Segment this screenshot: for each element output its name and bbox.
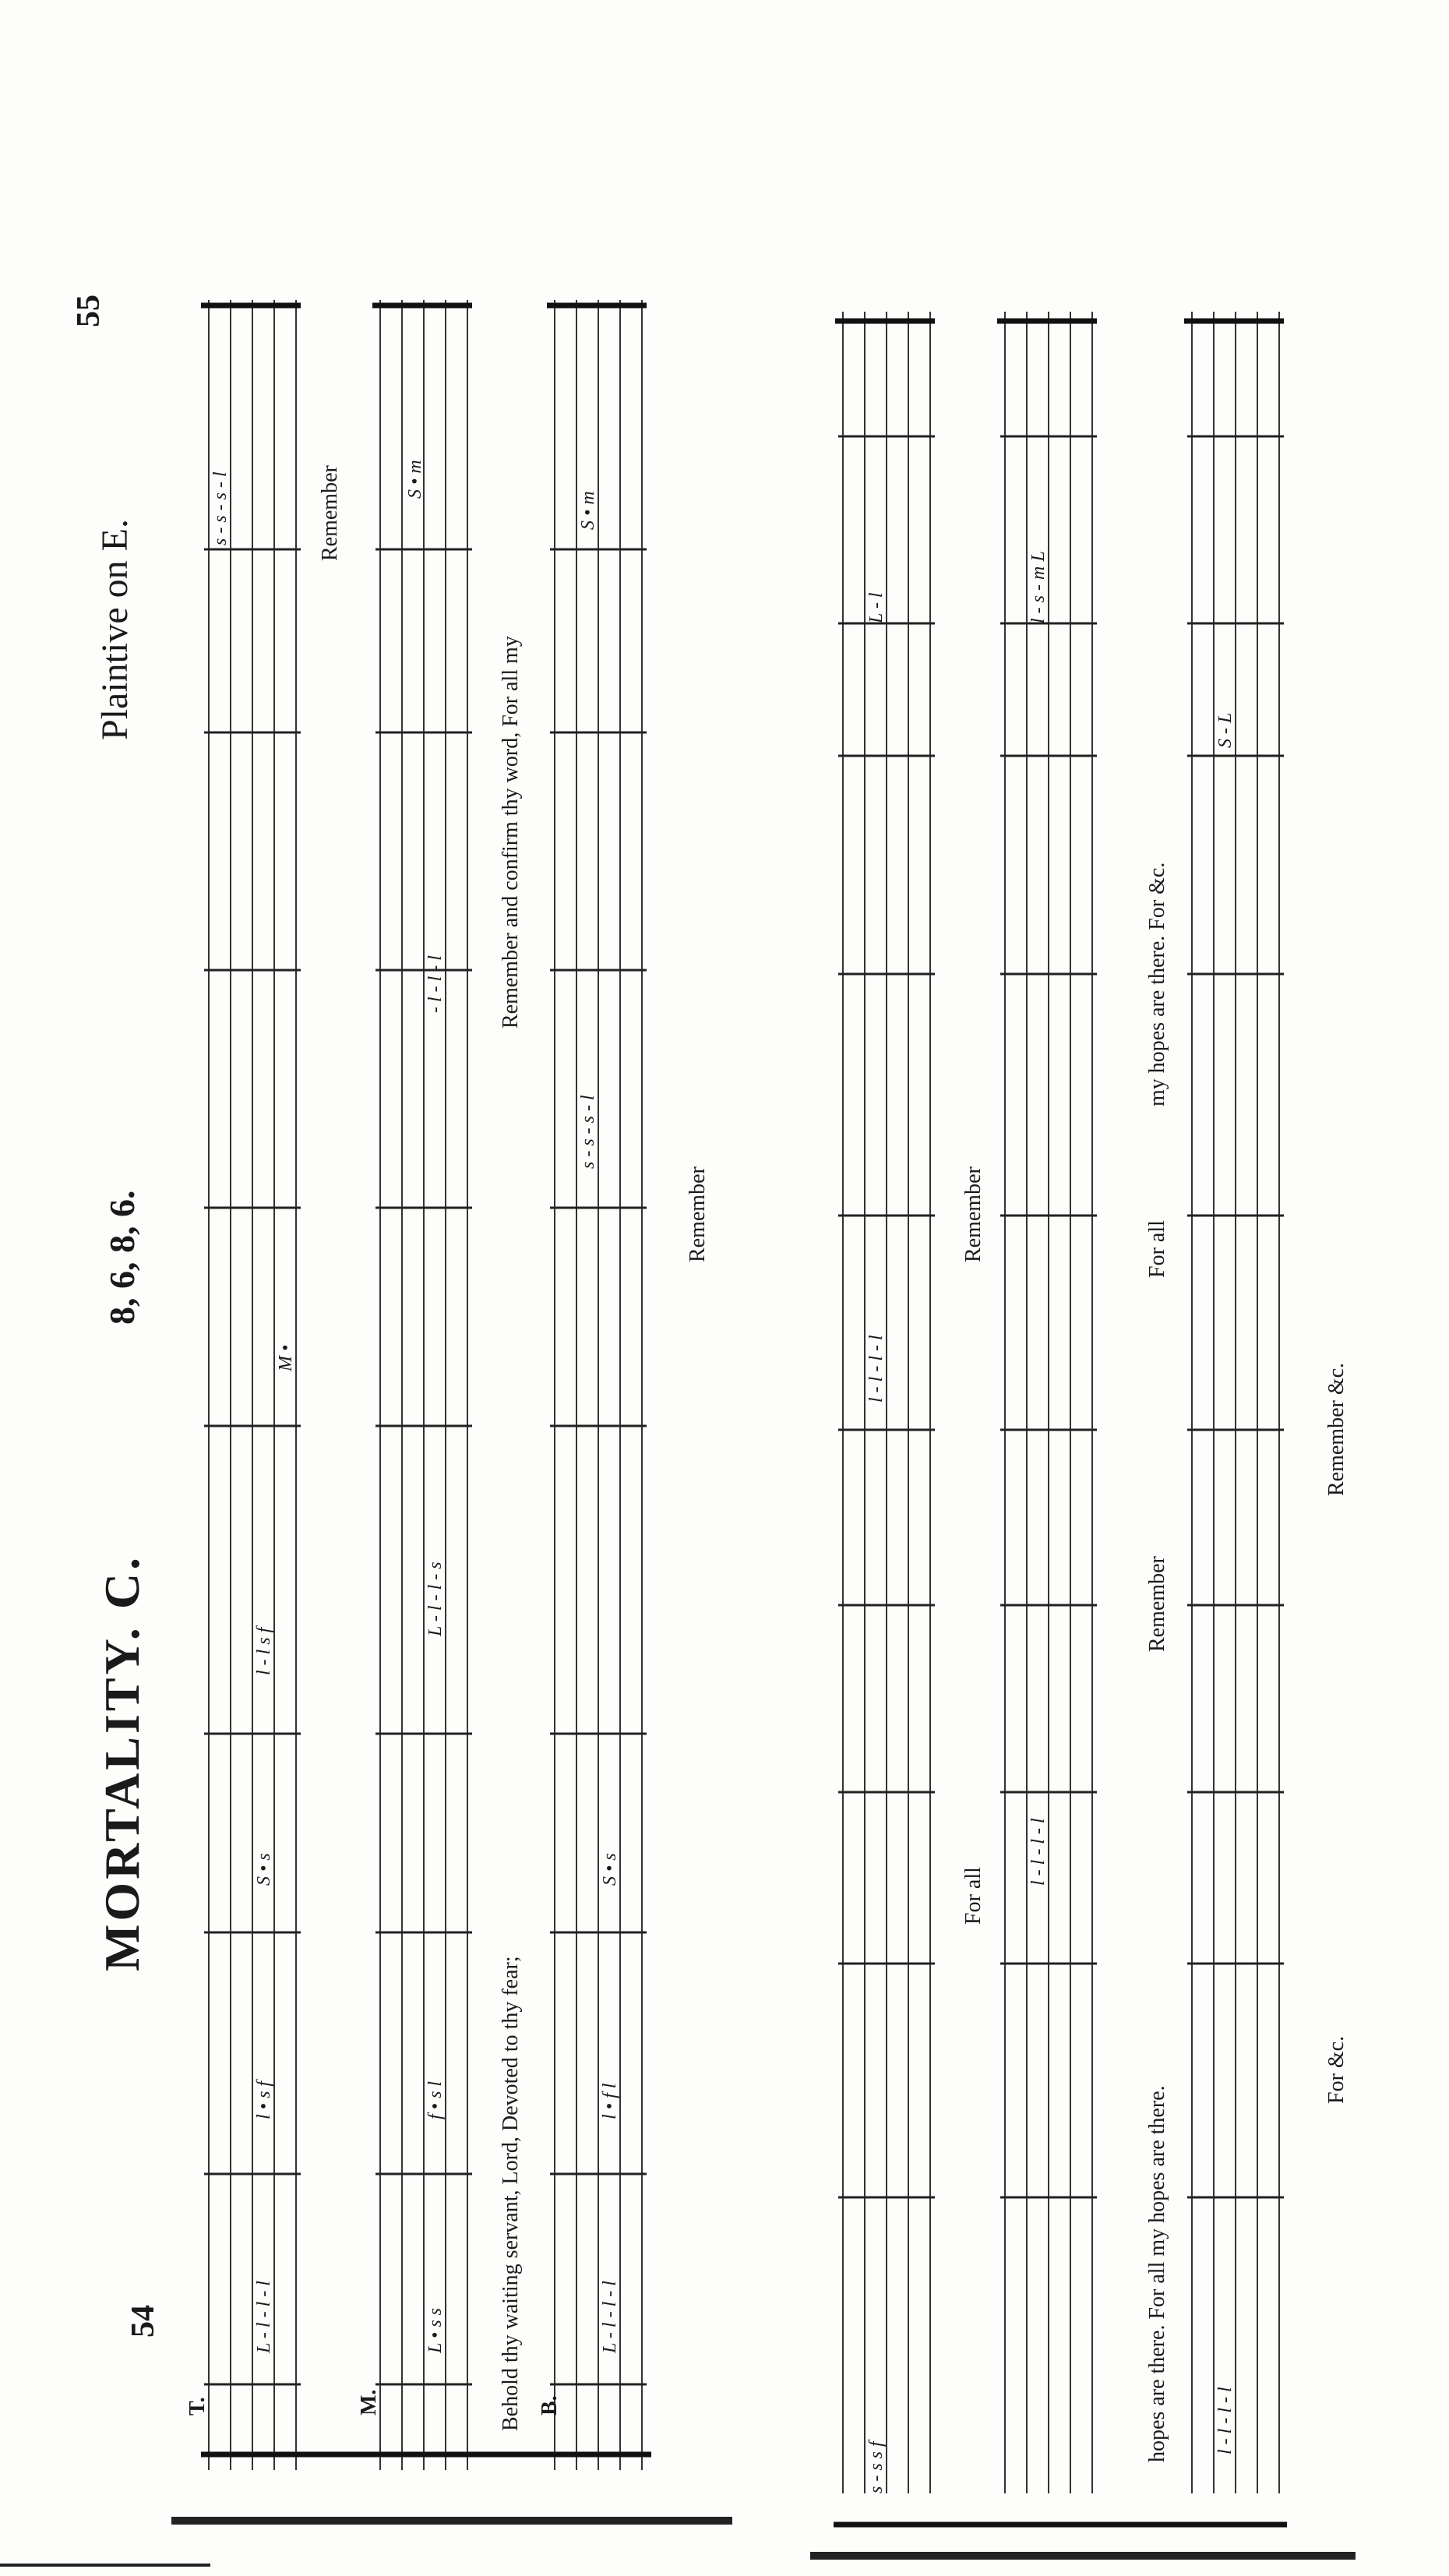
notes-s2-t2: l - l - l - l	[866, 1335, 887, 1403]
notes-t3: S • s	[254, 1853, 274, 1886]
notes-b1: L - l - l - l	[600, 2281, 620, 2353]
notes-b4: s - s - s - l	[578, 1095, 598, 1169]
notes-b2: l • f l	[600, 2083, 620, 2119]
key-subtitle: Plaintive on E.	[94, 519, 136, 740]
lyric-s2-for-all-mid: For all	[1145, 1220, 1169, 1278]
notes-s2-b2: S - L	[1215, 712, 1236, 748]
voice-label-tenor: T.	[185, 2397, 210, 2415]
lyric-bass-remember: Remember	[686, 1166, 710, 1262]
notes-b5: S • m	[578, 491, 598, 530]
lyric-top-remember: Remember	[318, 465, 342, 561]
notes-m1: L • s s	[425, 2308, 446, 2353]
notes-s2-m1: l - l - l - l	[1028, 1818, 1049, 1886]
voice-label-bass: B.	[538, 2395, 562, 2415]
hymn-meter: 8, 6, 8, 6.	[102, 1190, 142, 1325]
notes-t1: L - l - l - l	[254, 2281, 274, 2353]
lyric-s2-bottom-line: hopes are there. For all my hopes are there.	[1145, 2085, 1169, 2462]
binding-edge-left	[171, 2517, 732, 2525]
lyric-s2-remember-mid: Remember	[1145, 1556, 1169, 1652]
notes-s2-b1: l - l - l - l	[1215, 2387, 1236, 2454]
notes-s2-t1: s - s s f	[866, 2441, 887, 2493]
lyric-s2-remember: Remember	[961, 1166, 985, 1262]
voice-label-middle: M.	[357, 2389, 381, 2415]
page-rule-bottom	[0, 2564, 210, 2567]
lyric-s2-for-all: For all	[961, 1867, 985, 1925]
notes-m5: S • m	[405, 460, 425, 499]
page-number-left: 54	[125, 2305, 161, 2338]
page-number-right: 55	[71, 295, 107, 327]
lyric-main-line: Behold thy waiting servant, Lord, Devoted to thy fear;	[499, 1956, 523, 2431]
lyric-main-line-b: Remember and confirm thy word, For all my	[499, 636, 523, 1029]
lyric-s2-hopes: my hopes are there. For &c.	[1145, 862, 1169, 1106]
lyric-s2-for-etc: For &c.	[1324, 2035, 1349, 2104]
notes-t4: l - l s f	[254, 1627, 274, 1675]
notes-t2: l • s f	[254, 2080, 274, 2119]
notes-t5: M •	[276, 1344, 296, 1371]
notes-t6: s - s - s - l	[210, 471, 231, 545]
notes-b3: S • s	[600, 1853, 620, 1886]
notes-m3: L - l - l - s	[425, 1561, 446, 1636]
lyric-s2-remember-etc: Remember &c.	[1324, 1362, 1349, 1496]
binding-edge-right	[810, 2552, 1356, 2560]
hymn-title: MORTALITY. C.	[94, 1554, 150, 1971]
notes-m2: f • s l	[425, 2080, 446, 2119]
notes-s2-m2: l - s - m L	[1028, 551, 1049, 623]
notes-s2-t3: L - l	[866, 592, 887, 623]
notes-m4: - l - l - l	[425, 955, 446, 1013]
